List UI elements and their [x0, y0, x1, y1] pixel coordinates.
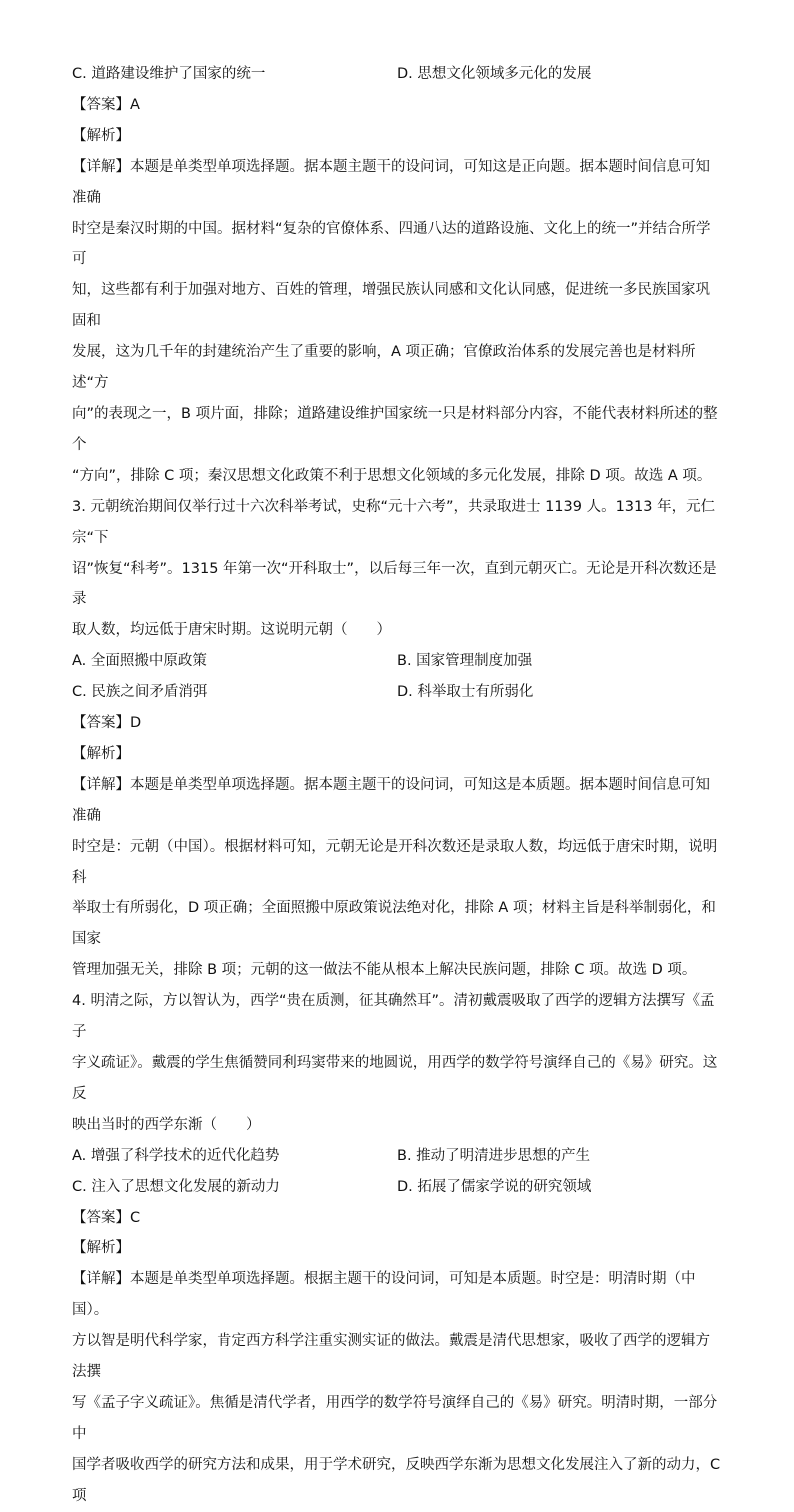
q2-analysis-label: 【解析】 [72, 127, 130, 144]
q4-answer: 【答案】C [72, 1209, 141, 1226]
document-content [72, 59, 722, 1512]
q2-answer: 【答案】A [72, 96, 140, 113]
q3-options-row-ab [72, 646, 722, 677]
q4-options-row-cd [72, 1172, 722, 1203]
q4-stem-line: 4. 明清之际，方以智认为，西学“贵在质测，征其确然耳”。清初戴震吸取了西学的逻辑方法撰写《孟子 [72, 993, 715, 1041]
q3-detail-line: 时空是：元朝（中国）。根据材料可知，元朝无论是开科次数还是录取人数，均远低于唐宋时期，说明科 [72, 838, 718, 886]
q2-detail-line: 时空是秦汉时期的中国。据材料“复杂的官僚体系、四通八达的道路设施、文化上的统一”并结合所学可 [72, 220, 711, 268]
q3-stem-line: 3. 元朝统治期间仅举行过十六次科举考试，史称“元十六考”，共录取进士 1139 人。1313 年，元仁宗“下 [72, 498, 716, 546]
q3-analysis-label: 【解析】 [72, 745, 130, 762]
q4-options-row-ab [72, 1141, 722, 1172]
q4-option-d: D. 拓展了儒家学说的研究领域 [397, 1178, 592, 1195]
q4-detail-line: 方以智是明代科学家，肯定西方科学注重实测实证的做法。戴震是清代思想家，吸收了西学的逻辑方法撰 [72, 1333, 710, 1381]
q3-options-row-cd [72, 677, 722, 708]
q2-detail-line: 【详解】本题是单类型单项选择题。据本题主题干的设问词，可知这是正向题。据本题时间信息可知准确 [72, 158, 710, 206]
q4-option-c: C. 注入了思想文化发展的新动力 [72, 1178, 280, 1195]
q4-detail-line: 【详解】本题是单类型单项选择题。根据主题干的设问词，可知是本质题。时空是：明清时期（中国）。 [72, 1271, 696, 1319]
q4-option-a: A. 增强了科学技术的近代化趋势 [72, 1147, 280, 1164]
q3-stem-line: 诏”恢复“科考”。1315 年第一次“开科取士”，以后每三年一次，直到元朝灭亡。无论是开科次数还是录 [72, 560, 717, 608]
q2-detail-line: “方向”，排除 C 项；秦汉思想文化政策不利于思想文化领域的多元化发展，排除 D 项。故选 A 项。 [72, 467, 712, 484]
q4-stem-line: 映出当时的西学东渐（ ） [72, 1116, 261, 1133]
q3-detail-line: 举取士有所弱化，D 项正确；全面照搬中原政策说法绝对化，排除 A 项；材料主旨是科举制弱化，和国家 [72, 900, 716, 948]
q2-detail-line: 发展，这为几千年的封建统治产生了重要的影响，A 项正确；官僚政治体系的发展完善也是材料所述“方 [72, 344, 696, 392]
q3-option-a: A. 全面照搬中原政策 [72, 653, 207, 670]
q4-stem-line: 字义疏证》。戴震的学生焦循赞同利玛窦带来的地圆说，用西学的数学符号演绎自己的《易》研究。这反 [72, 1055, 718, 1102]
q3-option-c: C. 民族之间矛盾消弭 [72, 684, 208, 701]
q3-option-d: D. 科举取士有所弱化 [397, 684, 534, 701]
q4-analysis-label: 【解析】 [72, 1240, 130, 1257]
q4-detail-line: 国学者吸收西学的研究方法和成果，用于学术研究，反映西学东渐为思想文化发展注入了新的动力，C 项 [72, 1456, 721, 1504]
q3-answer: 【答案】D [72, 715, 142, 732]
q3-stem-line: 取人数，均远低于唐宋时期。这说明元朝（ ） [72, 622, 391, 639]
q4-option-b: B. 推动了明清进步思想的产生 [397, 1147, 591, 1164]
q2-option-d: D. 思想文化领域多元化的发展 [397, 66, 592, 82]
q2-option-c: C. 道路建设维护了国家的统一 [72, 66, 266, 82]
q4-detail-line: 写《孟子字义疏证》。焦循是清代学者，用西学的数学符号演绎自己的《易》研究。明清时期，一部分中 [72, 1394, 718, 1442]
q3-detail-line: 【详解】本题是单类型单项选择题。据本题主题干的设问词，可知这是本质题。据本题时间信息可知准确 [72, 776, 710, 824]
q3-option-b: B. 国家管理制度加强 [397, 653, 533, 670]
q2-options-row-cd [72, 59, 722, 90]
q2-detail-line: 向”的表现之一，B 项片面，排除；道路建设维护国家统一只是材料部分内容，不能代表材料所述的整个 [72, 405, 718, 453]
q3-detail-line: 管理加强无关，排除 B 项；元朝的这一做法不能从根本上解决民族问题，排除 C 项。故选 D 项。 [72, 962, 697, 979]
q2-detail-line: 知，这些都有利于加强对地方、百姓的管理，增强民族认同感和文化认同感，促进统一多民族国家巩固和 [72, 282, 710, 330]
